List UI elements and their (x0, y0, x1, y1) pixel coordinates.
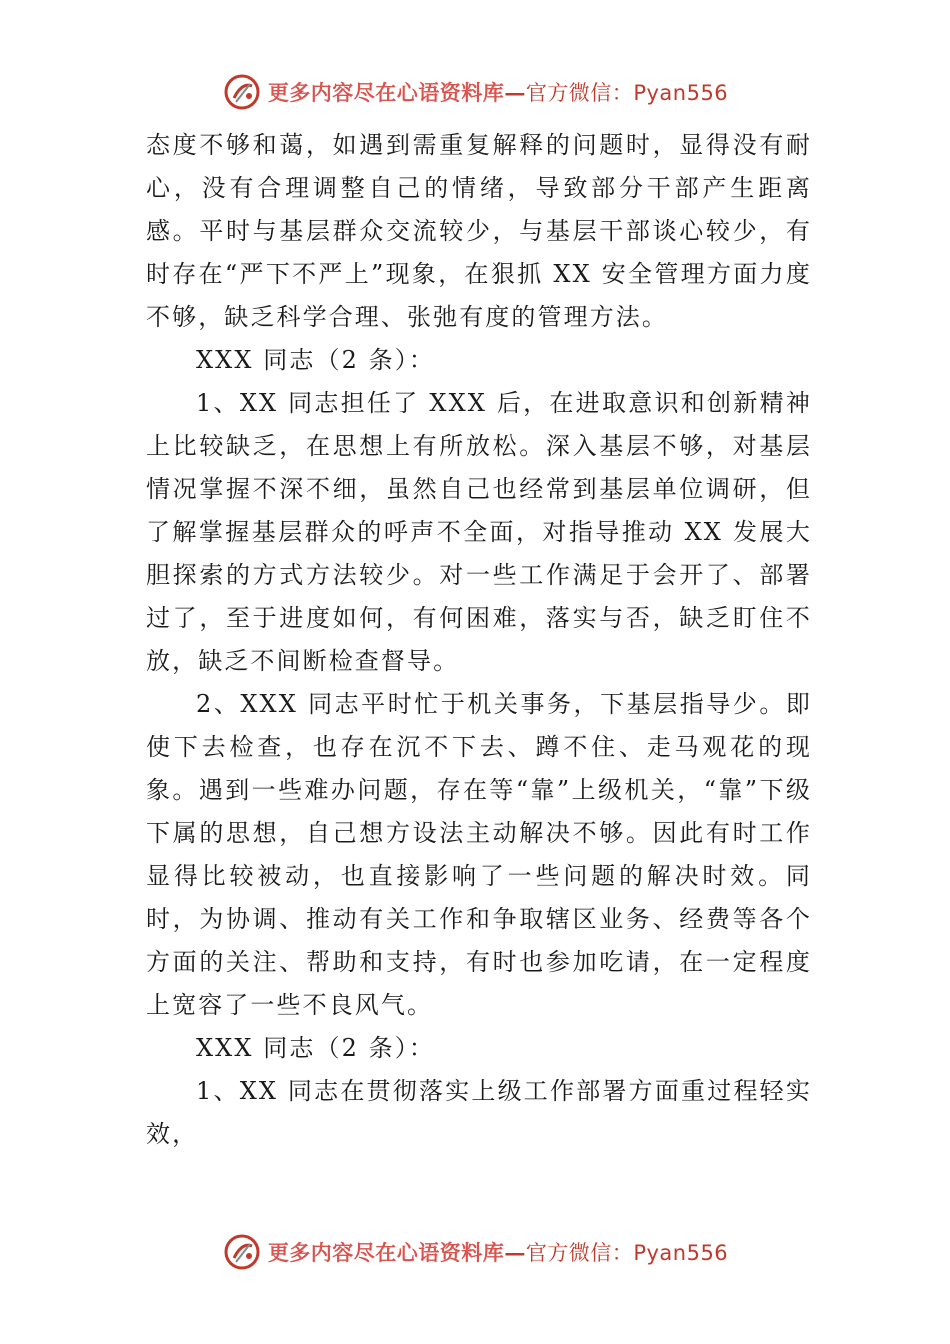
banner-wechat-id: Pyan556 (633, 1241, 729, 1265)
banner-text (268, 77, 728, 107)
document-body (146, 124, 812, 1156)
banner-prefix: 更多内容尽在心语资料库 (267, 80, 505, 105)
section-heading-2: XXX 同志（2 条）： (196, 1034, 435, 1062)
paragraph-4: 1、XX 同志在贯彻落实上级工作部署方面重过程轻实效， (146, 1077, 812, 1148)
header-banner (0, 70, 950, 114)
banner-prefix: 更多内容尽在心语资料库 (267, 1240, 505, 1265)
banner-dash: — (504, 1240, 526, 1265)
banner-text (268, 1237, 728, 1267)
banner-dash: — (504, 80, 526, 105)
paragraph-2: 1、XX 同志担任了 XXX 后，在进取意识和创新精神上比较缺乏，在思想上有所放松。深入基层不够，对基层情况掌握不深不细，虽然自己也经常到基层单位调研，但了解掌握基层群众的呼声不全面，对指导推动 XX 发展大胆探索的方式方法较少。对一些工作满足于会开了、部署过了，至于进度如何，有何困难，落实与否，缺乏盯住不放，缺乏不间断检查督导。 (146, 389, 812, 675)
banner-wechat-id: Pyan556 (633, 81, 729, 105)
brand-logo-icon (222, 72, 262, 112)
paragraph-3: 2、XXX 同志平时忙于机关事务，下基层指导少。即使下去检查，也存在沉不下去、蹲不住、走马观花的现象。遇到一些难办问题，存在等“靠”上级机关，“靠”下级下属的思想，自己想方设法主动解决不够。因此有时工作显得比较被动，也直接影响了一些问题的解决时效。同时，为协调、推动有关工作和争取辖区业务、经费等各个方面的关注、帮助和支持，有时也参加吃请，在一定程度上宽容了一些不良风气。 (146, 690, 812, 1019)
brand-logo-icon (222, 1232, 262, 1272)
banner-official-label: 官方微信： (525, 1241, 634, 1265)
paragraph-1: 态度不够和蔼，如遇到需重复解释的问题时，显得没有耐心，没有合理调整自己的情绪，导致部分干部产生距离感。平时与基层群众交流较少，与基层干部谈心较少，有时存在“严下不严上”现象，在狠抓 XX 安全管理方面力度不够，缺乏科学合理、张弛有度的管理方法。 (146, 131, 812, 331)
section-heading-1: XXX 同志（2 条）： (196, 346, 435, 374)
banner-official-label: 官方微信： (525, 81, 634, 105)
footer-banner (0, 1230, 950, 1274)
